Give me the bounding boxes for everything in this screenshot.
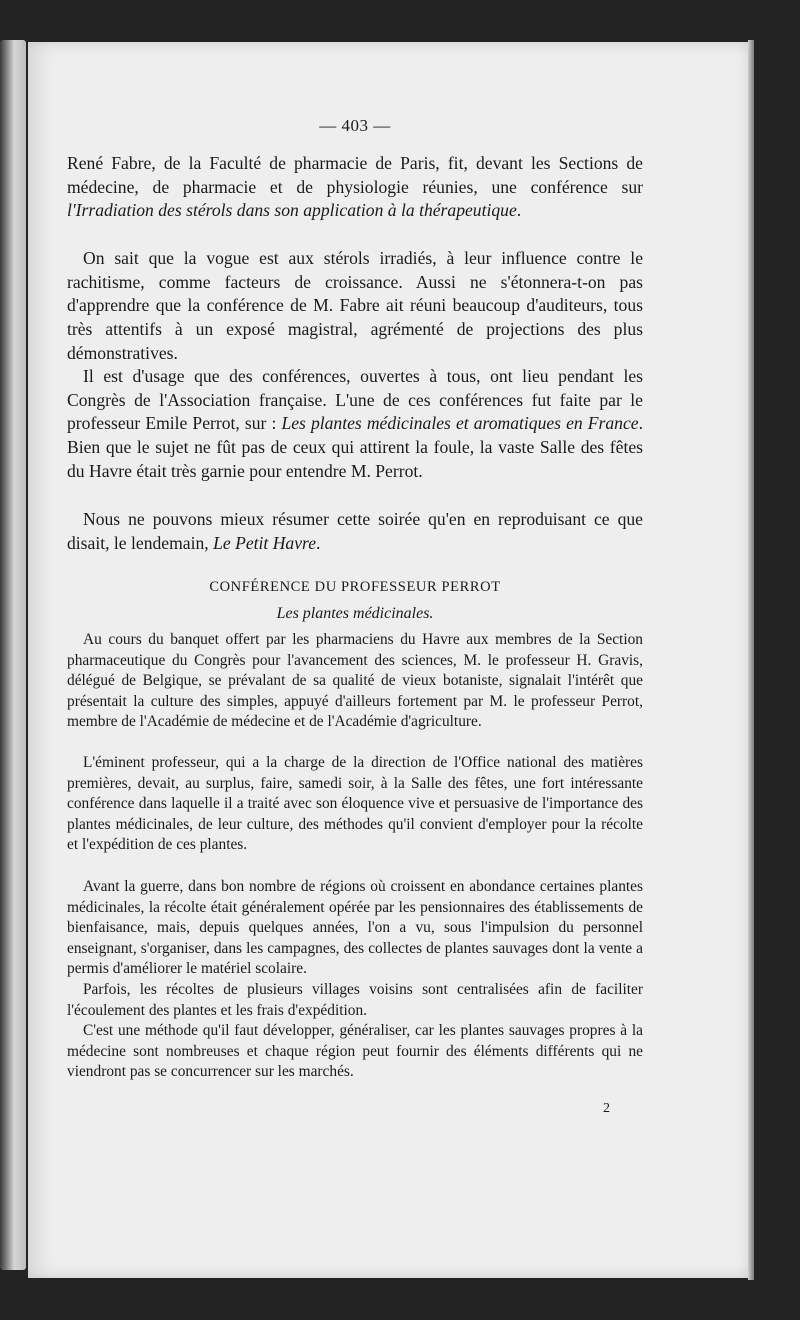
section-subheading: Les plantes médicinales. [276, 605, 434, 622]
lecture-title: Les plantes médicinales et aromatiques en France [281, 413, 639, 434]
facing-page-edge [0, 40, 26, 1270]
paragraph-petit-havre [67, 508, 643, 555]
paragraph-eminent-professeur: L'éminent professeur, qui a la charge de la direction de l'Office national des matières premières, devait, au surplus, faire, samedi soir, à la Salle des fêtes, une fort intéressante conférence dans laquelle il a traité avec son éloquence vive et persuasive de l'importance des plantes médicinales, de leur culture, des méthodes qu'il convient d'employer pour la récolte et l'expédition de ces plantes. [67, 754, 643, 854]
paragraph-text: René Fabre, de la Faculté de pharmacie de Paris, fit, devant les Sections de médecine, de pharmacie et de physiologie réunies, une conférence sur [67, 153, 643, 197]
paragraph-text: . [516, 200, 522, 221]
paragraph-text: Il est d'usage que des conférences, ouvertes à tous, ont lieu pendant les Congrès de l'Association française. L'une de ces conférences fut faite par le professeur Emile Perrot, sur : [67, 366, 643, 434]
paragraph-text: Nous ne pouvons mieux résumer cette soirée qu'en en reproduisant ce que disait, le lendemain, [67, 509, 643, 553]
page-number: — 403 — [319, 116, 391, 135]
paragraph-text: . Bien que le sujet ne fût pas de ceux qui attirent la foule, la vaste Salle des fêtes du Havre était très garnie pour entendre M. Perrot. [67, 413, 643, 481]
paragraph-sterols: On sait que la vogue est aux stérols irradiés, à leur influence contre le rachitisme, comme facteurs de croissance. Aussi ne s'étonnera-t-on pas d'apprendre que la conférence de M. Fabre ait réuni beaucoup d'auditeurs, tous très attentifs à un exposé magistral, agrémenté de projections des plus démonstratives. [67, 248, 643, 363]
paragraph-parfois: Parfois, les récoltes de plusieurs villages voisins sont centralisées afin de faciliter l'écoulement des plantes et les frais d'expédition. [67, 981, 643, 1019]
printer-signature-mark: 2 [603, 1101, 610, 1116]
page-edge-shadow [748, 40, 754, 1280]
section-heading: CONFÉRENCE DU PROFESSEUR PERROT [209, 579, 501, 595]
paragraph-methode: C'est une méthode qu'il faut développer, généraliser, car les plantes sauvages propres à la médecine sont nombreuses et chaque région peut fournir des éléments différents qui ne viendront pas se concurrencer sur les marchés. [67, 1022, 643, 1081]
paragraph-perrot-lecture [67, 365, 643, 484]
lecture-title: l'Irradiation des stérols dans son application à la thérapeutique [67, 200, 517, 221]
newspaper-title: Le Petit Havre [213, 532, 317, 553]
paragraph-text: . [316, 532, 321, 553]
paragraph-fabre-conference [67, 152, 643, 223]
paragraph-banquet: Au cours du banquet offert par les pharmaciens du Havre aux membres de la Section pharmaceutique du Congrès pour l'avancement des sciences, M. le professeur H. Gravis, délégué de Belgique, se prévalant de sa qualité de vieux botaniste, signalait l'intérêt que présentait la culture des simples, appuyé d'ailleurs fortement par M. le professeur Perrot, membre de l'Académie de médecine et de l'Académie d'agriculture. [67, 631, 643, 731]
paragraph-avant-la-guerre: Avant la guerre, dans bon nombre de régions où croissent en abondance certaines plantes médicinales, la récolte était généralement opérée par les pensionnaires des établissements de bienfaisance, mais, depuis quelques années, l'on a vu, sous l'impulsion du personnel enseignant, s'organiser, dans les campagnes, des collectes de plantes sauvages dont la vente a permis d'améliorer le matériel scolaire. [67, 878, 643, 978]
